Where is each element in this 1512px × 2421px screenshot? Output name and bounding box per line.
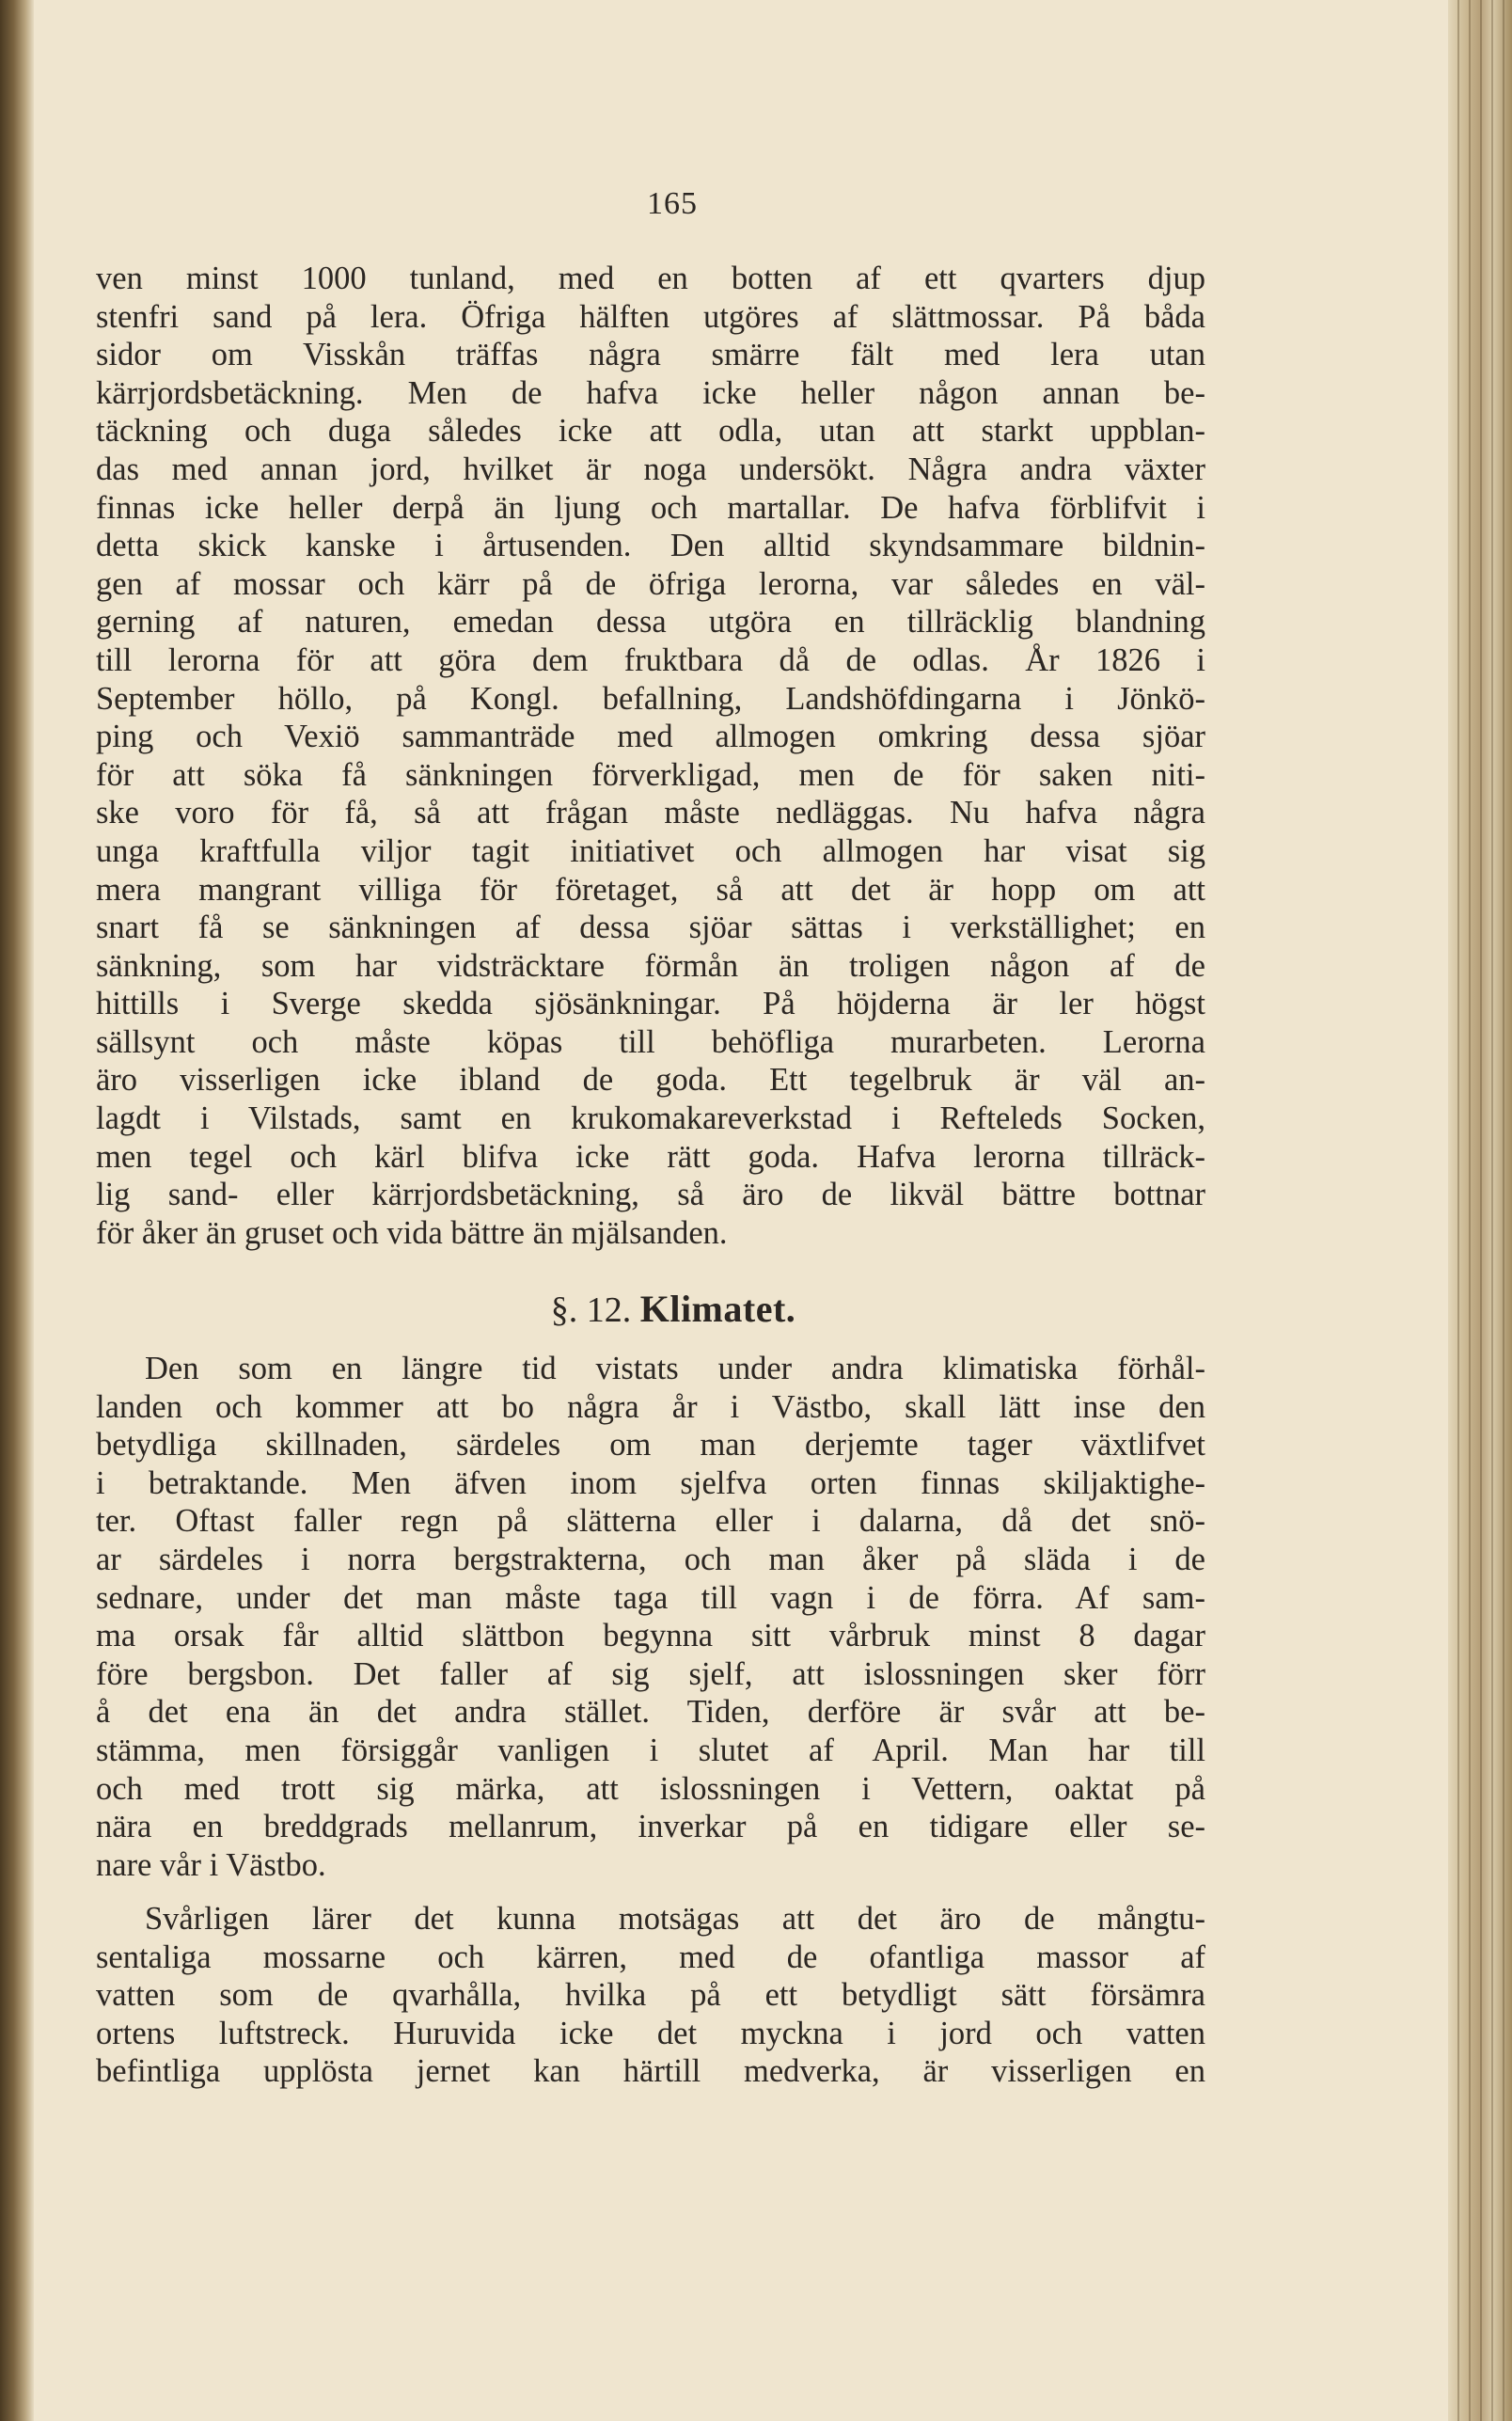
text-line: betydliga skillnaden, särdeles om man derjemte tager växtlifvet	[96, 1427, 1205, 1464]
text-line: das med annan jord, hvilket är noga undersökt. Några andra växter	[96, 451, 1205, 487]
section-number: §. 12.	[550, 1290, 632, 1330]
page-edge-stack	[1448, 0, 1512, 2421]
text-line: ter. Oftast faller regn på slätterna eller i dalarna, då det snö-	[96, 1503, 1205, 1540]
book-spine-shadow	[0, 0, 34, 2421]
book-page	[34, 0, 1448, 2421]
text-line: befintliga upplösta jernet kan härtill medverka, är visserligen en	[96, 2053, 1205, 2090]
text-line: finnas icke heller derpå än ljung och martallar. De hafva förblifvit i	[96, 489, 1205, 526]
text-line: före bergsbon. Det faller af sig sjelf, att islossningen sker förr	[96, 1655, 1205, 1692]
text-line: sidor om Visskån träffas några smärre fält med lera utan	[96, 337, 1205, 373]
text-line: nära en breddgrads mellanrum, inverkar på en tidigare eller se-	[96, 1809, 1205, 1845]
text-line: vatten som de qvarhålla, hvilka på ett betydligt sätt försämra	[96, 1977, 1205, 2014]
text-line: Svårligen lärer det kunna motsägas att det äro de mångtu-	[145, 1901, 1205, 1937]
text-line: ven minst 1000 tunland, med en botten af ett qvarters djup	[96, 261, 1205, 296]
text-line: snart få se sänkningen af dessa sjöar sättas i verkställighet; en	[96, 910, 1205, 946]
text-line: gerning af naturen, emedan dessa utgöra en tillräcklig blandning	[96, 604, 1205, 641]
text-line: sednare, under det man måste taga till vagn i de förra. Af sam-	[96, 1579, 1205, 1616]
text-line: sentaliga mossarne och kärren, med de ofantliga massor af	[96, 1938, 1205, 1975]
text-line: kärrjordsbetäckning. Men de hafva icke heller någon annan be-	[96, 374, 1205, 411]
text-line: ping och Vexiö sammanträde med allmogen omkring dessa sjöar	[96, 719, 1205, 755]
text-line: ma orsak får alltid slättbon begynna sitt vårbruk minst 8 dagar	[96, 1618, 1205, 1654]
text-line: sällsynt och måste köpas till behöfliga murarbeten. Lerorna	[96, 1023, 1205, 1060]
text-line: mera mangrant villiga för företaget, så att det är hopp om att	[96, 871, 1205, 908]
text-line: täckning och duga således icke att odla, utan att starkt uppblan-	[96, 413, 1205, 450]
text-line: å det ena än det andra stället. Tiden, derföre är svår att be-	[96, 1694, 1205, 1731]
text-line: Den som en längre tid vistats under andra klimatiska förhål-	[145, 1351, 1205, 1386]
text-line: nare vår i Västbo.	[96, 1846, 326, 1883]
text-line: unga kraftfulla viljor tagit initiativet och allmogen har visat sig	[96, 832, 1205, 869]
text-line: lagdt i Vilstads, samt en krukomakareverkstad i Refteleds Socken,	[96, 1100, 1205, 1137]
page-number: 165	[647, 186, 698, 221]
text-line: ortens luftstreck. Huruvida icke det myckna i jord och vatten	[96, 2015, 1205, 2051]
text-line: för åker än gruset och vida bättre än mjälsanden.	[96, 1214, 728, 1251]
text-line: landen och kommer att bo några år i Västbo, skall lätt inse den	[96, 1388, 1205, 1425]
text-line: ar särdeles i norra bergstrakterna, och man åker på släda i de	[96, 1541, 1205, 1577]
text-line: och med trott sig märka, att islossningen i Vettern, oaktat på	[96, 1770, 1205, 1807]
text-line: detta skick kanske i årtusenden. Den alltid skyndsammare bildnin-	[96, 528, 1205, 564]
text-line: men tegel och kärl blifva icke rätt goda. Hafva lerorna tillräck-	[96, 1138, 1205, 1175]
paragraph-climate	[96, 1350, 1205, 1884]
paragraph-marshes	[96, 1900, 1205, 2091]
text-line: äro visserligen icke ibland de goda. Ett tegelbruk är väl an-	[96, 1062, 1205, 1099]
text-line: sänkning, som har vidsträcktare förmån än troligen någon af de	[96, 947, 1205, 984]
paragraph-soil	[96, 260, 1205, 1252]
text-line: hittills i Sverge skedda sjösänkningar. På höjderna är ler högst	[96, 986, 1205, 1022]
text-line: lig sand- eller kärrjordsbetäckning, så äro de likväl bättre bottnar	[96, 1177, 1205, 1213]
text-line: till lerorna för att göra dem fruktbara då de odlas. År 1826 i	[96, 641, 1205, 678]
section-title: Klimatet.	[639, 1288, 796, 1330]
section-heading	[34, 1287, 1313, 1331]
text-line: stämma, men försiggår vanligen i slutet af April. Man har till	[96, 1732, 1205, 1768]
text-line: gen af mossar och kärr på de öfriga lerorna, var således en väl-	[96, 565, 1205, 602]
text-line: för att söka få sänkningen förverkligad, men de för saken niti-	[96, 756, 1205, 793]
text-line: stenfri sand på lera. Öfriga hälften utgöres af slättmossar. På båda	[96, 298, 1205, 335]
text-line: September höllo, på Kongl. befallning, Landshöfdingarna i Jönkö-	[96, 680, 1205, 717]
text-line: ske voro för få, så att frågan måste nedläggas. Nu hafva några	[96, 795, 1205, 831]
text-line: i betraktande. Men äfven inom sjelfva orten finnas skiljaktighe-	[96, 1464, 1205, 1501]
